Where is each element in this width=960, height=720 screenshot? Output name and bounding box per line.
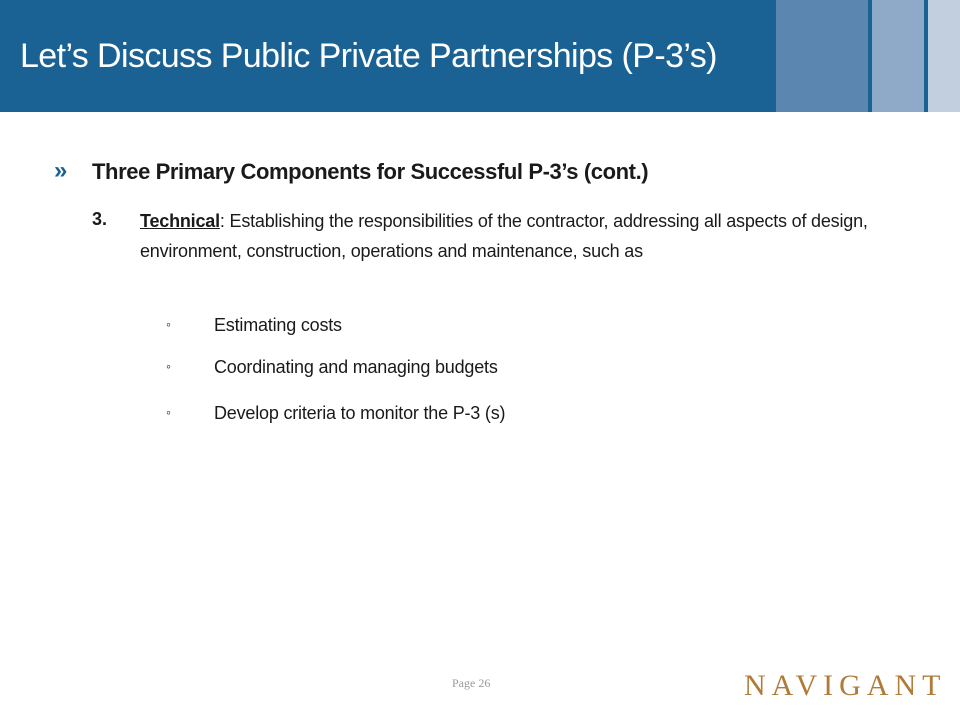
circle-bullet-icon: ◦ bbox=[166, 316, 171, 332]
section-heading: Three Primary Components for Successful P-3’s (cont.) bbox=[92, 159, 649, 184]
item-description bbox=[140, 206, 920, 266]
circle-bullet-icon: ◦ bbox=[166, 404, 171, 420]
item-number: 3. bbox=[92, 209, 108, 229]
item-separator: : bbox=[219, 211, 225, 231]
accent-stripe-3 bbox=[928, 0, 960, 112]
title-bar bbox=[0, 0, 960, 112]
sub-bullet-item: Develop criteria to monitor the P-3 (s) bbox=[214, 403, 506, 423]
accent-stripe-2 bbox=[872, 0, 924, 112]
item-term: Technical bbox=[140, 211, 220, 231]
chevron-bullet-icon: » bbox=[54, 157, 68, 184]
slide-title: Let’s Discuss Public Private Partnerships (P-3’s) bbox=[20, 37, 717, 75]
sub-bullet-item: Coordinating and managing budgets bbox=[214, 357, 498, 377]
logo-wordmark: NAVIGANT bbox=[744, 669, 947, 702]
item-text: Establishing the responsibilities of the contractor, addressing all aspects of design, environment, construction, operations and maintenance, such as bbox=[140, 211, 868, 261]
sub-bullet-item: Estimating costs bbox=[214, 315, 342, 335]
navigant-logo bbox=[744, 668, 947, 704]
circle-bullet-icon: ◦ bbox=[166, 358, 171, 374]
page-number: Page 26 bbox=[452, 676, 491, 690]
